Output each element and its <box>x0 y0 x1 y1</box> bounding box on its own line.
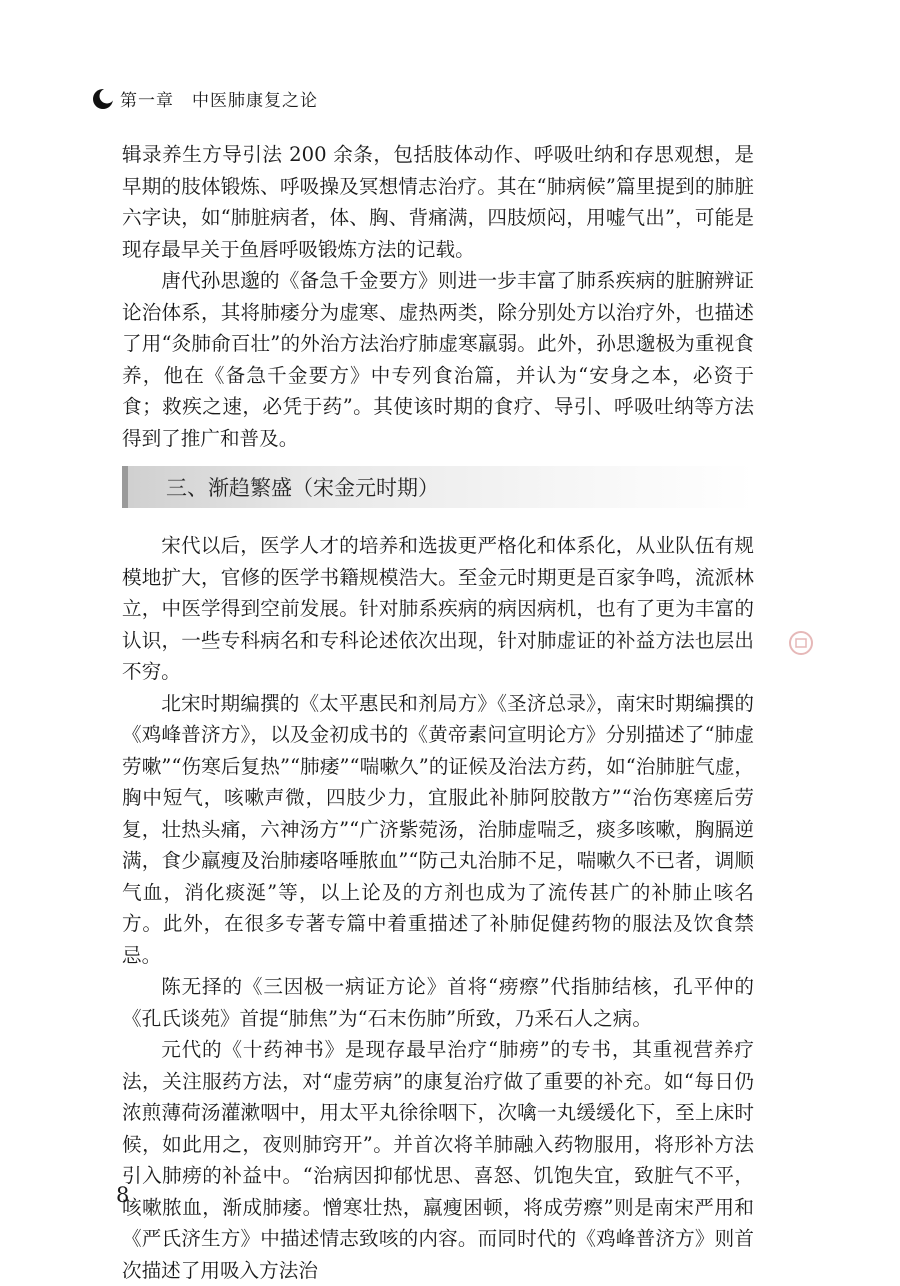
crescent-logo-icon <box>92 88 114 110</box>
page-number: 8 <box>116 1183 130 1207</box>
paragraph: 元代的《十药神书》是现存最早治疗“肺痨”的专书，其重视营养疗法，关注服药方法，对“虚劳病”的康复治疗做了重要的补充。如“每日仍浓煎薄荷汤灌漱咽中，用太平丸徐徐咽下，次噙一丸缓缓化下，至上床时候，如此用之，夜则肺窍开”。并首次将羊肺融入药物服用，将形补方法引入肺痨的补益中。“治病因抑郁忧思、喜怒、饥饱失宜，致脏气不平，咳嗽脓血，渐成肺痿。憎寒壮热，羸瘦困顿，将成劳瘵”则是南宋严用和《严氏济生方》中描述情志致咳的内容。而同时代的《鸡峰普济方》则首次描述了用吸入方法治 <box>122 1038 754 1282</box>
paragraph: 唐代孙思邈的《备急千金要方》则进一步丰富了肺系疾病的脏腑辨证论治体系，其将肺痿分为虚寒、虚热两类，除分别处方以治疗外，也描述了用“灸肺俞百壮”的外治方法治疗肺虚寒羸弱。此外，孙思邈极为重视食养，他在《备急千金要方》中专列食治篇，并认为“安身之本，必资于食；救疾之速，必凭于药”。其使该时期的食疗、导引、呼吸吐纳等方法得到了推广和普及。 <box>122 269 754 450</box>
paragraph: 北宋时期编撰的《太平惠民和剂局方》《圣济总录》，南宋时期编撰的《鸡峰普济方》，以及金初成书的《黄帝素问宣明论方》分别描述了“肺虚劳嗽”“伤寒后复热”“肺痿”“喘嗽久”的证候及治法方药，如“治肺脏气虚，胸中短气，咳嗽声微，四肢少力，宜服此补肺阿胶散方”“治伤寒瘥后劳复，壮热头痛，六神汤方”“广济紫菀汤，治肺虚喘乏，痰多咳嗽，胸膈逆满，食少羸瘦及治肺痿咯唾脓血”“防己丸治肺不足，喘嗽久不已者，调顺气血，消化痰涎”等，以上论及的方剂也成为了流传甚广的补肺止咳名方。此外，在很多专著专篇中着重描述了补肺促健药物的服法及饮食禁忌。 <box>122 691 754 967</box>
stamp-icon <box>788 630 814 656</box>
section-heading-bar <box>122 466 754 508</box>
running-header <box>92 86 318 111</box>
paragraph: 陈无择的《三因极一病证方论》首将“痨瘵”代指肺结核，孔平仲的《孔氏谈苑》首提“肺焦”为“石末伤肺”所致，乃釆石人之病。 <box>122 975 754 1030</box>
paragraph: 宋代以后，医学人才的培养和选拔更严格化和体系化，从业队伍有规模地扩大，官修的医学书籍规模浩大。至金元时期更是百家争鸣，流派林立，中医学得到空前发展。针对肺系疾病的病因病机，也有了更为丰富的认识，一些专科病名和专科论述依次出现，针对肺虚证的补益方法也层出不穷。 <box>122 534 754 683</box>
body-text-bottom <box>122 530 754 1286</box>
paragraph: 辑录养生方导引法 200 余条，包括肢体动作、呼吸吐纳和存思观想，是早期的肢体锻炼、呼吸操及冥想情志治疗。其在“肺病候”篇里提到的肺脏六字诀，如“肺脏病者，体、胸、背痛满，四肢烦闷，用嘘气出”，可能是现存最早关于鱼唇呼吸锻炼方法的记载。 <box>122 143 754 261</box>
chapter-label: 第一章 <box>120 91 174 111</box>
body-text-top <box>122 139 754 454</box>
section-title: 三、渐趋繁盛（宋金元时期） <box>166 476 439 500</box>
section-bar-edge <box>122 466 128 508</box>
chapter-title: 中医肺康复之论 <box>192 91 318 111</box>
